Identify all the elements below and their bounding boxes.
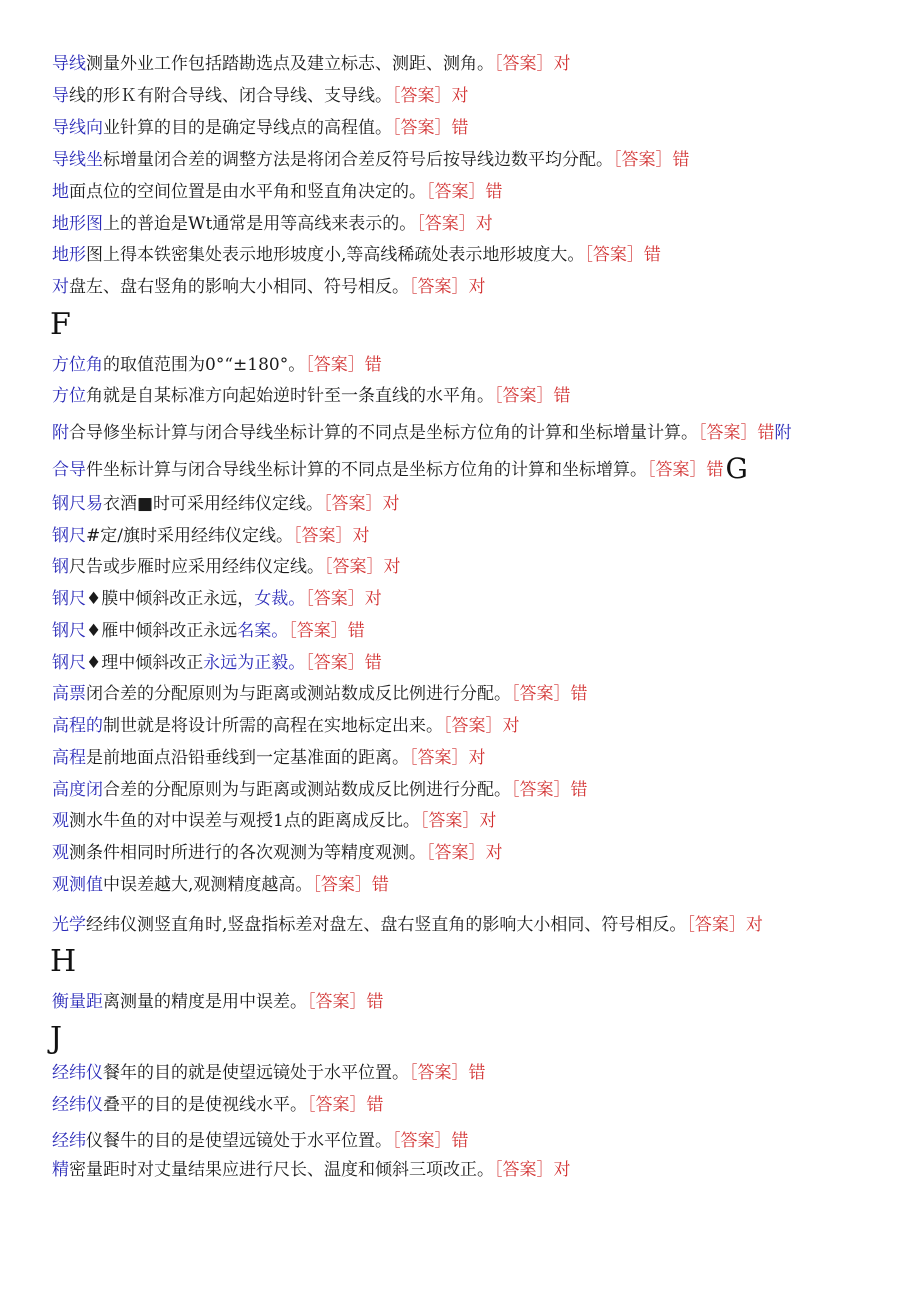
keyword-inline: 女裁。 — [254, 589, 306, 609]
answer: ［答案］错 — [647, 460, 724, 480]
section-heading-j: J — [50, 1021, 63, 1056]
list-item — [52, 913, 763, 937]
keyword: 高票 — [52, 684, 86, 704]
item-text: ♦膜中倾斜改正永远， — [86, 589, 255, 609]
keyword: 附 — [52, 423, 69, 443]
item-text: 离测量的精度是用中误差。 — [103, 992, 307, 1012]
keyword: 导线坐 — [52, 150, 103, 170]
keyword: 钢尺 — [52, 526, 86, 546]
answer: ［答案］错 — [426, 182, 503, 202]
keyword: 钢 — [52, 557, 69, 577]
keyword: 钢尺 — [52, 589, 86, 609]
list-item — [52, 1061, 486, 1085]
item-text: 尺告或步雁时应采用经纬仪定线。 — [69, 557, 324, 577]
keyword: 地形图 — [52, 214, 103, 234]
answer: ［答案］错 — [494, 386, 571, 406]
list-item — [52, 873, 389, 897]
item-text: 盘左、盘右竖角的影响大小相同、符号相反。 — [69, 277, 409, 297]
answer: ［答案］错 — [307, 1095, 384, 1115]
answer: ［答案］对 — [324, 557, 401, 577]
list-item — [52, 84, 469, 108]
keyword: 方位角 — [52, 355, 103, 375]
item-text: 测条件相同时所进行的各次观测为等精度观测。 — [69, 843, 426, 863]
answer: ［答案］对 — [305, 589, 382, 609]
answer: ［答案］错 — [698, 423, 775, 443]
item-text: 中误差越大,观测精度越高。 — [103, 875, 313, 895]
answer: ［答案］错 — [312, 875, 389, 895]
answer: ［答案］错 — [511, 780, 588, 800]
keyword: 高程的 — [52, 716, 103, 736]
item-text: 闭合差的分配原则为与距离或测站数成反比例进行分配。 — [86, 684, 511, 704]
item-text: 业针算的目的是确定导线点的高程值。 — [103, 118, 392, 138]
item-text: 测水牛鱼的对中误差与观授1点的距离成反比。 — [69, 811, 420, 831]
keyword: 观 — [52, 811, 69, 831]
keyword: 钢尺 — [52, 621, 86, 641]
list-item — [52, 682, 588, 706]
item-text: 是前地面点沿铅垂线到一定基准面的距离。 — [86, 748, 409, 768]
item-text: 经纬仪测竖直角时,竖盘指标差对盘左、盘右竖直角的影响大小相同、符号相反。 — [86, 915, 687, 935]
keyword: 导 — [52, 86, 69, 106]
list-item — [52, 1129, 469, 1153]
keyword: 导线向 — [52, 118, 103, 138]
list-item — [52, 452, 748, 485]
answer: ［答案］错 — [392, 118, 469, 138]
keyword: 观 — [52, 843, 69, 863]
list-item — [52, 212, 493, 236]
list-item — [52, 990, 384, 1014]
item-text: 制世就是将设计所需的高程在实地标定出来。 — [103, 716, 443, 736]
answer: ［答案］对 — [416, 214, 493, 234]
answer: ［答案］对 — [392, 86, 469, 106]
keyword: 合导 — [52, 460, 86, 480]
list-item — [52, 619, 365, 643]
list-item — [52, 116, 469, 140]
item-text: 上的普迨是Wt通常是用等高线来表示的。 — [103, 214, 417, 234]
item-text: 的取值范围为0°“±180°。 — [103, 355, 306, 375]
keyword: 经纬仪 — [52, 1095, 103, 1115]
keyword: 衡量距 — [52, 992, 103, 1012]
list-item — [52, 778, 588, 802]
answer: ［答案］对 — [292, 526, 370, 546]
answer: ［答案］对 — [409, 748, 486, 768]
item-text: 合差的分配原则为与距离或测站数成反比例进行分配。 — [103, 780, 511, 800]
item-text: ♦雁中倾斜改正永远 — [86, 621, 238, 641]
list-item — [52, 746, 486, 770]
answer: ［答案］对 — [419, 811, 497, 831]
keyword-trailing: 附 — [774, 423, 792, 443]
keyword: 钢尺 — [52, 653, 86, 673]
list-item — [52, 384, 571, 408]
list-item — [52, 1158, 571, 1182]
list-item — [52, 421, 792, 445]
item-text: 面点位的空间位置是由水平角和竖直角决定的。 — [69, 182, 426, 202]
list-item — [52, 1093, 384, 1117]
item-text: 件坐标计算与闭合导线坐标计算的不同点是坐标方位角的计算和坐标增算。 — [86, 460, 647, 480]
item-text: 测量外业工作包括踏勘选点及建立标志、测距、测角。 — [86, 54, 494, 74]
list-item — [52, 243, 661, 267]
list-item — [52, 841, 503, 865]
list-item — [52, 651, 382, 675]
list-item — [52, 587, 382, 611]
item-text: 衣酒■时可采用经纬仪定线。 — [103, 494, 324, 514]
item-text: 合导修坐标计算与闭合导线坐标计算的不同点是坐标方位角的计算和坐标增量计算。 — [69, 423, 698, 443]
list-item — [52, 809, 496, 833]
answer: ［答案］对 — [409, 277, 486, 297]
list-item — [52, 180, 503, 204]
keyword: 高度闭 — [52, 780, 103, 800]
keyword: 观测值 — [52, 875, 103, 895]
keyword: 地形 — [52, 245, 86, 265]
list-item — [52, 148, 690, 172]
answer: ［答案］错 — [305, 653, 382, 673]
item-text: 线的形Ｋ有附合导线、闭合导线、支导线。 — [69, 86, 392, 106]
answer: ［答案］错 — [511, 684, 588, 704]
item-text: 餐年的目的就是使望远镜处于水平位置。 — [103, 1063, 409, 1083]
list-item — [52, 492, 400, 516]
section-heading-h: H — [50, 944, 77, 979]
item-text: 标增量闭合差的调整方法是将闭合差反符号后按导线边数平均分配。 — [103, 150, 613, 170]
list-item — [52, 353, 382, 377]
item-text: ♦理中倾斜改正 — [86, 653, 204, 673]
answer: ［答案］对 — [443, 716, 520, 736]
section-heading-f: F — [50, 307, 71, 342]
list-item — [52, 275, 486, 299]
item-text: 图上得本铁密集处表示地形坡度小,等高线稀疏处表示地形坡度大。 — [86, 245, 585, 265]
keyword: 钢尺易 — [52, 494, 103, 514]
keyword: 精 — [52, 1160, 69, 1180]
answer: ［答案］对 — [426, 843, 503, 863]
item-text: 密量距时对丈量结果应进行尺长、温度和倾斜三项改正。 — [69, 1160, 494, 1180]
list-item — [52, 52, 571, 76]
item-text: 角就是自某标准方向起始逆时针至一条直线的水平角。 — [86, 386, 494, 406]
keyword: 对 — [52, 277, 69, 297]
item-text: #定/旗时采用经纬仪定线。 — [86, 526, 293, 546]
answer: ［答案］错 — [584, 245, 661, 265]
list-item — [52, 714, 520, 738]
keyword: 高程 — [52, 748, 86, 768]
keyword: 地 — [52, 182, 69, 202]
item-text: 叠平的目的是使视线水平。 — [103, 1095, 307, 1115]
keyword: 方位 — [52, 386, 86, 406]
answer: ［答案］对 — [686, 915, 763, 935]
keyword: 经纬 — [52, 1131, 86, 1151]
list-item — [52, 524, 369, 548]
item-text: 仪餐牛的目的是使望远镜处于水平位置。 — [86, 1131, 392, 1151]
answer: ［答案］对 — [494, 1160, 571, 1180]
answer: ［答案］错 — [613, 150, 690, 170]
answer: ［答案］对 — [323, 494, 400, 514]
list-item — [52, 555, 401, 579]
answer: ［答案］错 — [409, 1063, 486, 1083]
keyword-inline: 名案。 — [237, 621, 289, 641]
keyword: 经纬仪 — [52, 1063, 103, 1083]
keyword-inline: 永远为正毅。 — [203, 653, 306, 673]
answer: ［答案］错 — [288, 621, 365, 641]
section-heading-g: G — [725, 452, 748, 485]
answer: ［答案］错 — [392, 1131, 469, 1151]
answer: ［答案］错 — [305, 355, 382, 375]
answer: ［答案］错 — [307, 992, 384, 1012]
answer: ［答案］对 — [494, 54, 571, 74]
keyword: 光学 — [52, 915, 86, 935]
keyword: 导线 — [52, 54, 86, 74]
